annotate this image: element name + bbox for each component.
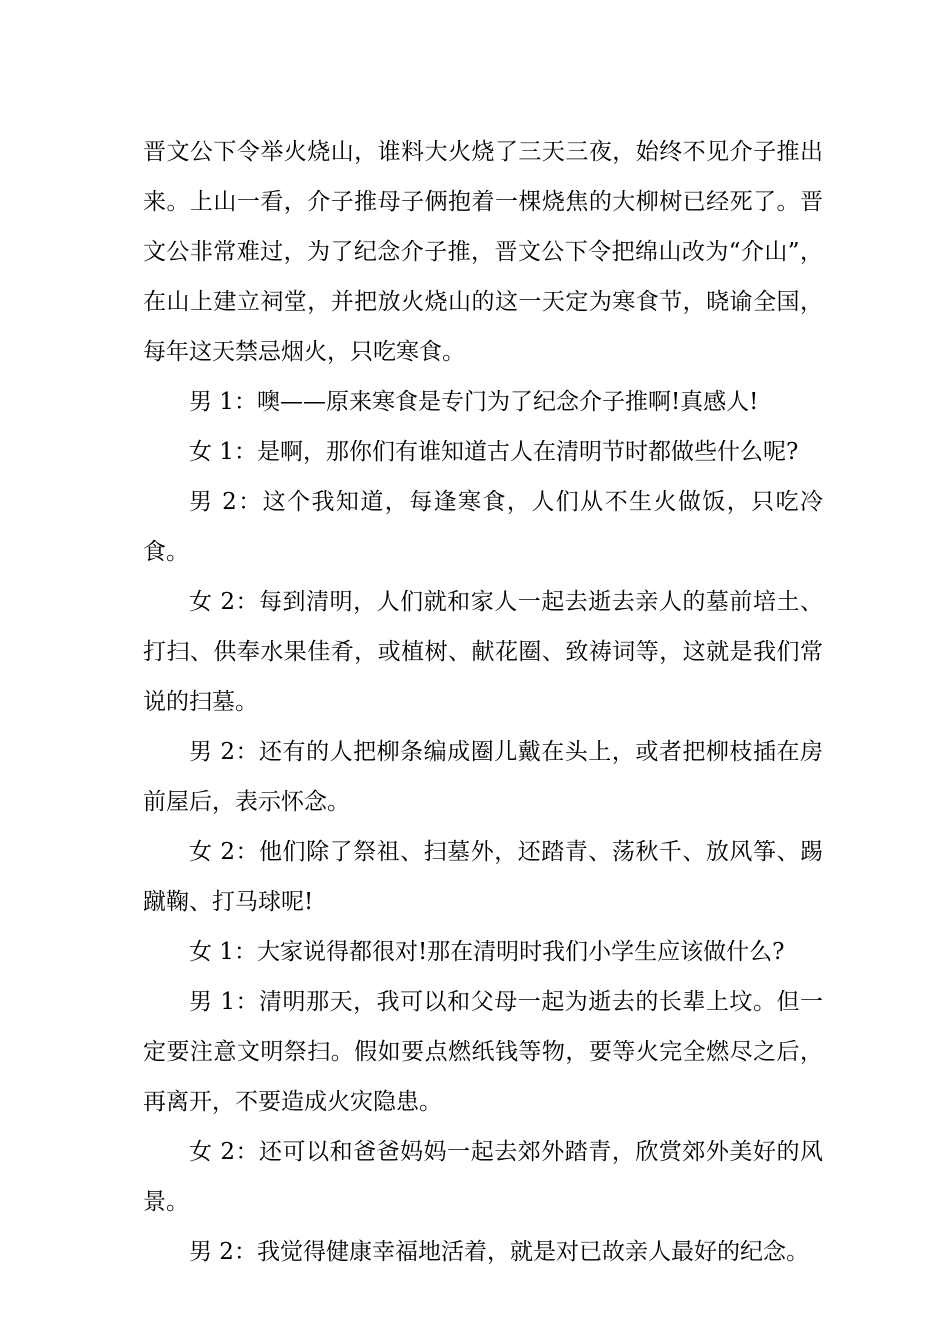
dialogue-line-boy2-3: 男 2：我觉得健康幸福地活着，就是对已故亲人最好的纪念。 [189, 1239, 809, 1265]
dialogue-line-girl1-1: 女 1：是啊，那你们有谁知道古人在清明节时都做些什么呢? [189, 439, 799, 465]
dialogue-line-girl1-2: 女 1：大家说得都很对!那在清明时我们小学生应该做什么? [189, 939, 785, 965]
dialogue-line-boy2-1: 男 2：这个我知道，每逢寒食，人们从不生火做饭，只吃冷食。 [143, 489, 823, 565]
dialogue-line-girl2-1: 女 2：每到清明，人们就和家人一起去逝去亲人的墓前培土、打扫、供奉水果佳肴，或植树、献花圈、致祷词等，这就是我们常说的扫墓。 [143, 589, 823, 715]
dialogue-line-boy1-2: 男 1：清明那天，我可以和父母一起为逝去的长辈上坟。但一定要注意文明祭扫。假如要点燃纸钱等物，要等火完全燃尽之后，再离开，不要造成火灾隐患。 [143, 989, 823, 1115]
document-body [143, 127, 823, 1277]
dialogue-line-boy1-1: 男 1：噢——原来寒食是专门为了纪念介子推啊!真感人! [189, 389, 759, 415]
dialogue-line-boy2-2: 男 2：还有的人把柳条编成圈儿戴在头上，或者把柳枝插在房前屋后，表示怀念。 [143, 739, 823, 815]
paragraph-story-ending: 晋文公下令举火烧山，谁料大火烧了三天三夜，始终不见介子推出来。上山一看，介子推母子俩抱着一棵烧焦的大柳树已经死了。晋文公非常难过，为了纪念介子推，晋文公下令把绵山改为“介山”，在山上建立祠堂，并把放火烧山的这一天定为寒食节，晓谕全国，每年这天禁忌烟火，只吃寒食。 [143, 139, 823, 365]
dialogue-line-girl2-3: 女 2：还可以和爸爸妈妈一起去郊外踏青，欣赏郊外美好的风景。 [143, 1139, 823, 1215]
dialogue-line-girl2-2: 女 2：他们除了祭祖、扫墓外，还踏青、荡秋千、放风筝、踢蹴鞠、打马球呢! [143, 839, 823, 915]
